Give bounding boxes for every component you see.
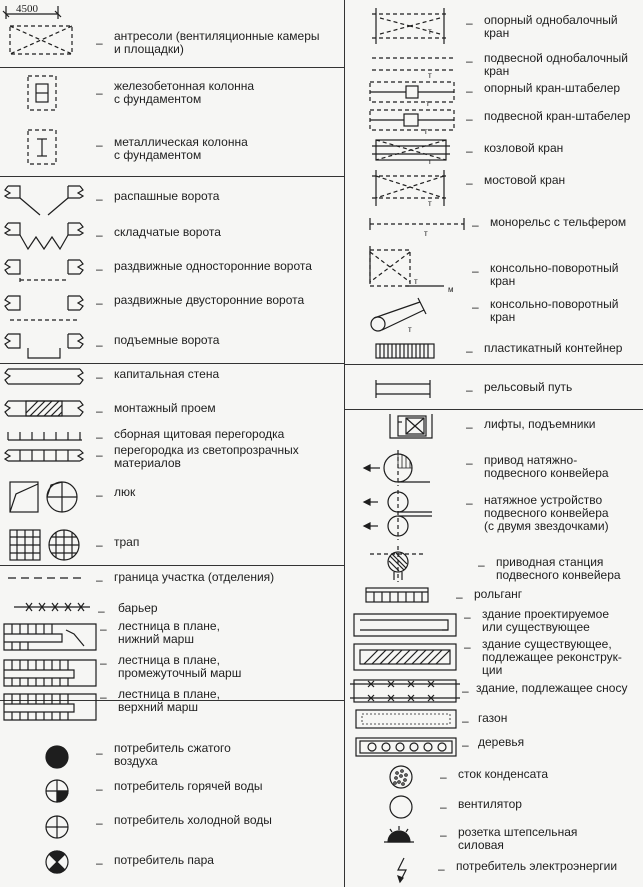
crane-load-mark: т — [428, 157, 432, 166]
right-label-13: натяжное устройство подвесного конвейера (с двумя звездочками) — [484, 493, 609, 533]
reconstruction-building-symbol — [350, 640, 462, 674]
left-label-3: распашные ворота — [114, 189, 220, 203]
left-dash-11: – — [96, 448, 103, 462]
left-label-13: трап — [114, 535, 140, 549]
lift-gate-symbol — [2, 330, 86, 364]
elevator-symbol — [386, 412, 436, 444]
right-dash-1: – — [466, 54, 473, 68]
floor-drain-symbol — [6, 526, 82, 566]
left-label-2: металлическая колонна с фундаментом — [114, 135, 248, 162]
left-label-11: перегородка из светопрозрачных материалов — [114, 443, 299, 470]
right-dash-5: – — [466, 176, 473, 190]
folding-gate-symbol — [2, 219, 86, 259]
right-dash-11: – — [466, 420, 473, 434]
left-label-22: потребитель пара — [114, 853, 214, 867]
left-dash-15: – — [98, 604, 105, 618]
left-dash-1: – — [96, 86, 103, 100]
cold-water-consumer-icon — [44, 814, 70, 840]
right-divider-1 — [344, 364, 643, 365]
left-label-17: лестница в плане, промежуточный марш — [118, 653, 242, 680]
left-divider-2 — [0, 176, 344, 177]
left-dash-22: – — [96, 856, 103, 870]
power-consumer-icon — [392, 856, 412, 884]
left-label-8: капитальная стена — [114, 367, 220, 381]
swing-gate-symbol — [2, 182, 86, 222]
left-divider-1 — [0, 67, 344, 68]
dimension-4500: 4500 — [16, 3, 38, 15]
left-dash-17: – — [100, 656, 107, 670]
steam-consumer-icon — [44, 849, 70, 875]
right-dash-21: – — [440, 770, 447, 784]
right-dash-17: – — [464, 640, 471, 654]
right-dash-22: – — [440, 800, 447, 814]
right-label-20: деревья — [478, 735, 525, 749]
right-label-8: консольно-поворотный кран — [490, 297, 619, 324]
right-label-14: приводная станция подвесного конвейера — [496, 555, 621, 582]
single-girder-suspended-crane-symbol — [370, 50, 462, 80]
column-divider — [344, 0, 345, 887]
right-label-10: рельсовый путь — [484, 380, 573, 394]
planned-building-symbol — [350, 610, 462, 640]
left-dash-13: – — [96, 538, 103, 552]
hot-water-consumer-icon — [44, 778, 70, 804]
gantry-crane-symbol — [370, 136, 462, 164]
right-label-7: консольно-поворотный кран — [490, 261, 619, 288]
power-socket-icon — [382, 824, 416, 848]
left-dash-12: – — [96, 488, 103, 502]
right-dash-6: – — [472, 218, 479, 232]
right-label-6: монорельс с тельфером — [490, 215, 627, 229]
right-dash-7: – — [472, 264, 479, 278]
right-label-11: лифты, подъемники — [484, 417, 596, 431]
crane-load-mark: т — [428, 71, 432, 80]
rail-track-symbol — [372, 378, 434, 400]
conveyor-tensioner-symbol — [360, 488, 440, 542]
right-dash-0: – — [466, 16, 473, 30]
lawn-symbol — [352, 706, 462, 732]
stair-upper-flight-symbol — [2, 690, 98, 724]
single-girder-overhead-crane-symbol — [370, 6, 462, 46]
mezzanine-symbol — [4, 2, 76, 60]
right-label-0: опорный однобалочный кран — [484, 13, 618, 40]
jib-crane-wall-symbol — [366, 242, 464, 296]
left-label-20: потребитель горячей воды — [114, 779, 263, 793]
right-label-17: здание существующее, подлежащее реконструк- ции — [482, 637, 622, 677]
right-dash-16: – — [464, 610, 471, 624]
left-dash-2: – — [96, 138, 103, 152]
right-dash-14: – — [478, 558, 485, 572]
right-label-23: розетка штепсельная силовая — [458, 825, 578, 852]
left-dash-8: – — [96, 370, 103, 384]
crane-load-mark: т — [426, 99, 430, 108]
crane-moment-mark: м — [448, 285, 454, 294]
right-label-21: сток конденсата — [458, 767, 549, 781]
left-dash-16: – — [100, 622, 107, 636]
left-label-15: барьер — [118, 601, 158, 615]
right-divider-2 — [344, 409, 643, 410]
conveyor-drive-station-symbol — [366, 544, 430, 584]
left-label-12: люк — [114, 485, 136, 499]
left-dash-6: – — [96, 296, 103, 310]
left-dash-14: – — [96, 573, 103, 587]
crane-load-mark: т — [428, 27, 432, 36]
installation-opening-symbol — [2, 398, 86, 420]
hatch-symbol — [6, 476, 80, 518]
crane-load-mark: т — [414, 277, 418, 286]
condensate-drain-icon — [388, 764, 414, 790]
left-label-16: лестница в плане, нижний марш — [118, 619, 220, 646]
crane-load-mark: т — [424, 229, 428, 238]
suspended-stacker-crane-symbol — [366, 106, 464, 134]
left-dash-19: – — [96, 746, 103, 760]
left-dash-18: – — [100, 690, 107, 704]
stair-middle-flight-symbol — [2, 656, 98, 690]
right-dash-23: – — [440, 828, 447, 842]
crane-load-mark: т — [408, 325, 412, 334]
conveyor-tension-drive-symbol — [360, 448, 440, 488]
bearing-wall-symbol — [2, 366, 86, 388]
jib-crane-column-symbol — [368, 296, 438, 336]
right-dash-24: – — [438, 862, 445, 876]
right-label-18: здание, подлежащее сносу — [476, 681, 628, 695]
right-label-22: вентилятор — [458, 797, 522, 811]
right-label-24: потребитель электроэнергии — [456, 859, 618, 873]
glazed-partition-symbol — [2, 446, 86, 466]
left-dash-5: – — [96, 262, 103, 276]
right-dash-13: – — [466, 496, 473, 510]
right-label-4: козловой кран — [484, 141, 564, 155]
right-label-3: подвесной кран-штабелер — [484, 109, 631, 123]
left-label-4: складчатые ворота — [114, 225, 221, 239]
panel-partition-symbol — [4, 428, 86, 444]
right-label-19: газон — [478, 711, 508, 725]
left-dash-21: – — [96, 816, 103, 830]
plastic-container-symbol — [374, 342, 436, 360]
demolition-building-symbol — [350, 676, 462, 706]
fan-icon — [388, 794, 414, 820]
left-label-21: потребитель холодной воды — [114, 813, 272, 827]
right-label-9: пластикатный контейнер — [484, 341, 623, 355]
right-dash-12: – — [466, 456, 473, 470]
right-dash-15: – — [456, 590, 463, 604]
sliding-gate-two-way-symbol — [2, 292, 86, 328]
crane-load-mark: т — [424, 127, 428, 136]
right-label-2: опорный кран-штабелер — [484, 81, 621, 95]
bridge-crane-symbol — [370, 168, 462, 208]
right-dash-18: – — [462, 684, 469, 698]
right-label-12: привод натяжно- подвесного конвейера — [484, 453, 609, 480]
trees-symbol — [352, 734, 462, 760]
left-dash-4: – — [96, 228, 103, 242]
left-label-14: граница участка (отделения) — [114, 570, 275, 584]
left-label-9: монтажный проем — [114, 401, 216, 415]
left-label-19: потребитель сжатого воздуха — [114, 741, 231, 768]
right-dash-8: – — [472, 300, 479, 314]
left-dash-7: – — [96, 338, 103, 352]
roller-conveyor-symbol — [362, 584, 432, 606]
stair-lower-flight-symbol — [2, 620, 98, 654]
left-label-0: антресоли (вентиляционные камеры и площадки) — [114, 29, 320, 56]
monorail-hoist-symbol — [368, 212, 468, 238]
barrier-symbol — [12, 600, 92, 614]
rc-column-symbol — [26, 74, 60, 114]
steel-column-symbol — [26, 128, 60, 168]
compressed-air-consumer-icon — [44, 744, 70, 770]
left-label-18: лестница в плане, верхний марш — [118, 687, 220, 714]
left-label-5: раздвижные односторонние ворота — [114, 259, 312, 273]
right-label-16: здание проектируемое или существующее — [482, 607, 610, 634]
sliding-gate-one-way-symbol — [2, 256, 86, 290]
left-label-7: подъемные ворота — [114, 333, 220, 347]
left-label-1: железобетонная колонна с фундаментом — [114, 79, 255, 106]
crane-load-mark: т — [428, 199, 432, 208]
right-dash-10: – — [466, 383, 473, 397]
right-dash-19: – — [462, 714, 469, 728]
left-dash-9: – — [96, 404, 103, 418]
right-label-5: мостовой кран — [484, 173, 566, 187]
right-dash-2: – — [466, 84, 473, 98]
right-dash-9: – — [466, 344, 473, 358]
section-boundary-symbol — [6, 572, 84, 584]
supported-stacker-crane-symbol — [368, 78, 464, 106]
right-label-15: рольганг — [474, 587, 523, 601]
right-dash-4: – — [466, 144, 473, 158]
right-dash-20: – — [462, 738, 469, 752]
left-dash-0: – — [96, 36, 103, 50]
left-dash-20: – — [96, 782, 103, 796]
left-dash-3: – — [96, 192, 103, 206]
left-dash-10: – — [96, 430, 103, 444]
right-label-1: подвесной однобалочный кран — [484, 51, 628, 78]
right-dash-3: – — [466, 112, 473, 126]
left-label-10: сборная щитовая перегородка — [114, 427, 285, 441]
left-label-6: раздвижные двусторонние ворота — [114, 293, 305, 307]
